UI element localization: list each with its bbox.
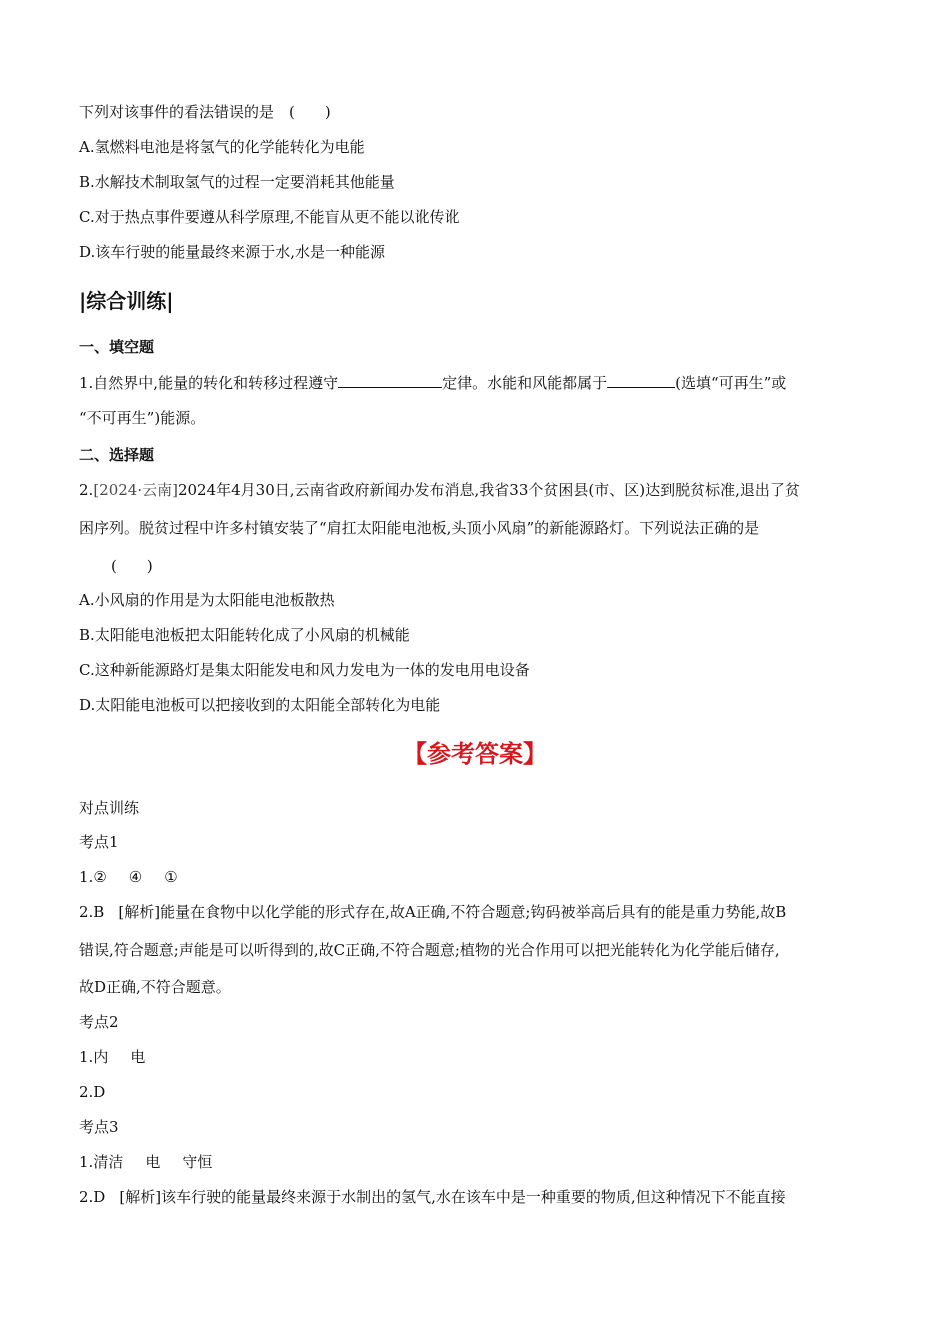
option-c: C.对于热点事件要遵从科学原理,不能盲从更不能以讹传讹 <box>79 208 460 226</box>
answer-part: 清洁 <box>93 1153 124 1171</box>
answers-sub-heading: 对点训练 <box>79 799 140 817</box>
answer-part: ① <box>164 868 178 886</box>
question-source: [2024·云南] <box>93 481 178 499</box>
fill-q1-text-3: (选填“可再生”或 <box>675 374 787 392</box>
kp1-answer-2-line-1 <box>79 901 786 923</box>
analysis-tag: [解析] <box>119 1188 162 1206</box>
option-d: D.该车行驶的能量最终来源于水,水是一种能源 <box>79 243 386 261</box>
question-number: 2. <box>79 481 94 499</box>
answer-part: 内 <box>93 1048 109 1066</box>
kp3-answer-2-line-1 <box>79 1186 786 1208</box>
analysis-text: 能量在食物中以化学能的形式存在,故A正确,不符合题意;钩码被举高后具有的能是重力势能,故B <box>160 903 787 921</box>
fill-q1-text-1: 1.自然界中,能量的转化和转移过程遵守 <box>79 374 339 392</box>
kp3-label: 考点3 <box>79 1118 119 1136</box>
fill-q1-text-2: 定律。水能和风能都属于 <box>442 374 608 392</box>
kp2-answer-2: 2.D <box>79 1083 106 1101</box>
fill-in-heading: 一、填空题 <box>79 338 155 356</box>
answer-number: 1. <box>79 1048 94 1066</box>
answer-part: 守恒 <box>182 1153 213 1171</box>
answer-head: 2.D <box>79 1188 106 1206</box>
answer-part: 电 <box>145 1153 161 1171</box>
answer-part: ④ <box>128 868 143 886</box>
kp1-label: 考点1 <box>79 833 119 851</box>
kp2-answer-1 <box>79 1046 145 1068</box>
answer-blank <box>607 371 675 388</box>
q2-option-a: A.小风扇的作用是为太阳能电池板散热 <box>79 591 335 609</box>
kp2-label: 考点2 <box>79 1013 119 1031</box>
answers-title: 【参考答案】 <box>403 740 547 768</box>
analysis-tag: [解析] <box>118 903 161 921</box>
fill-question-1 <box>79 371 871 393</box>
analysis-text: 该车行驶的能量最终来源于水制出的氢气,水在该车中是一种重要的物质,但这种情况下不能直接 <box>161 1188 786 1206</box>
fill-q1-line-2: “不可再生”)能源。 <box>79 409 206 427</box>
choice-question-2-line-2: 困序列。脱贫过程中许多村镇安装了“肩扛太阳能电池板,头顶小风扇”的新能源路灯。下列说法正确的是 <box>79 519 760 537</box>
question-stem: 下列对该事件的看法错误的是 ( ) <box>79 103 331 121</box>
q2-option-b: B.太阳能电池板把太阳能转化成了小风扇的机械能 <box>79 626 410 644</box>
kp1-answer-2-line-2: 错误,符合题意;声能是可以听得到的,故C正确,不符合题意;植物的光合作用可以把光能转化为化学能后储存, <box>79 941 780 959</box>
kp3-answer-1 <box>79 1151 212 1173</box>
q2-option-c: C.这种新能源路灯是集太阳能发电和风力发电为一体的发电用电设备 <box>79 661 530 679</box>
answer-blank <box>338 371 442 388</box>
answer-number: 1. <box>79 1153 94 1171</box>
choice-question-2-line-1 <box>79 479 800 501</box>
section-title: |综合训练| <box>79 289 174 313</box>
kp1-answer-1 <box>79 866 178 888</box>
kp1-answer-2-line-3: 故D正确,不符合题意。 <box>79 978 231 996</box>
choice-heading: 二、选择题 <box>79 446 155 464</box>
question-text: 2024年4月30日,云南省政府新闻办发布消息,我省33个贫困县(市、区)达到脱贫标准,退出了贫 <box>177 481 800 499</box>
answer-bracket: ( ) <box>111 557 153 575</box>
answer-part: ② <box>93 868 107 886</box>
answer-part: 电 <box>130 1048 146 1066</box>
q2-option-d: D.太阳能电池板可以把接收到的太阳能全部转化为电能 <box>79 696 441 714</box>
option-a: A.氢燃料电池是将氢气的化学能转化为电能 <box>79 138 365 156</box>
answer-head: 2.B <box>79 903 105 921</box>
option-b: B.水解技术制取氢气的过程一定要消耗其他能量 <box>79 173 395 191</box>
answer-number: 1. <box>79 868 94 886</box>
